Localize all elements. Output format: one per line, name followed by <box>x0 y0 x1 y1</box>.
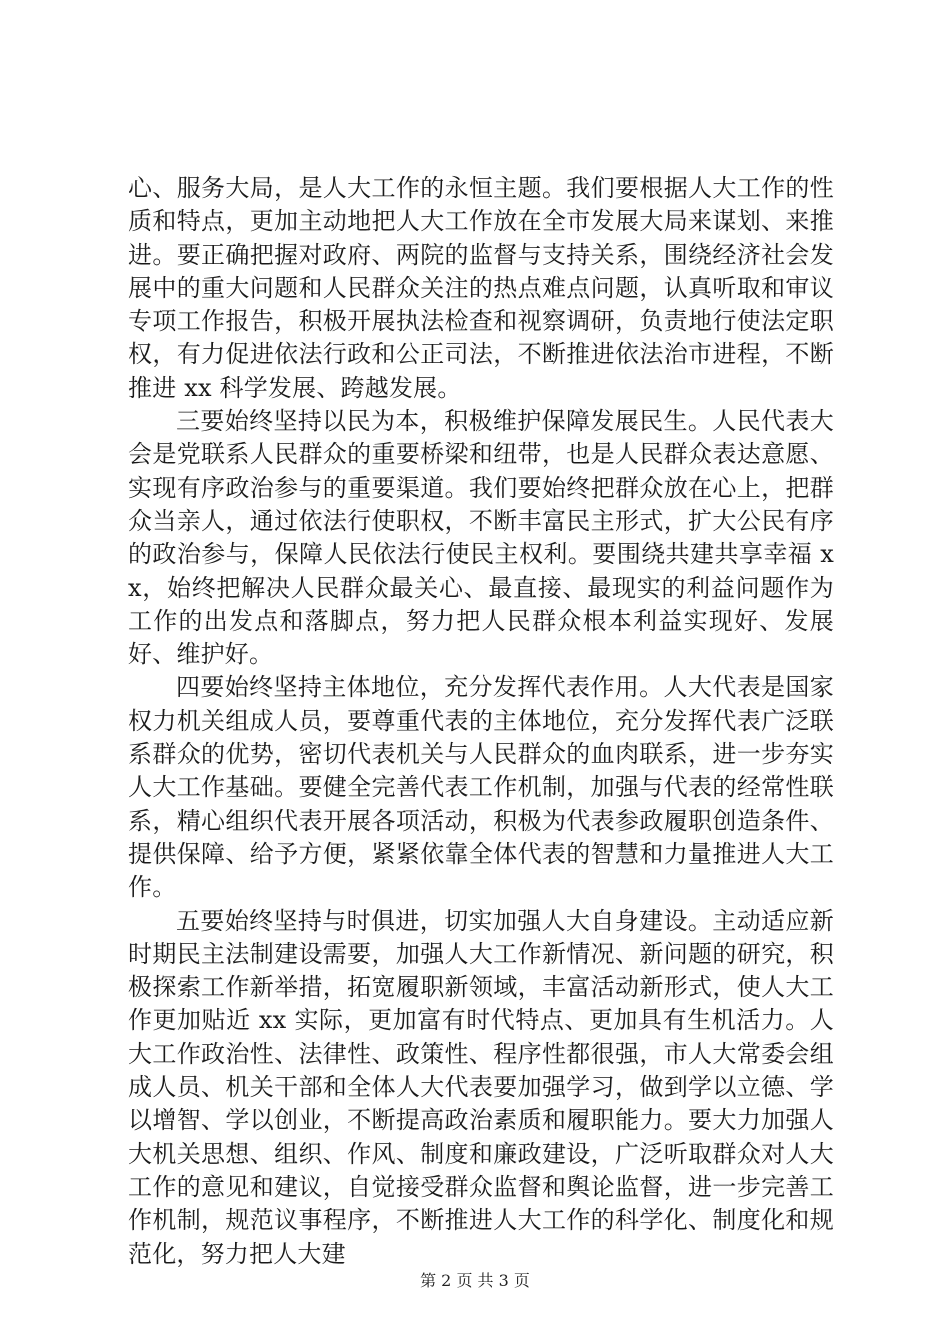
page-number-footer: 第 2 页 共 3 页 <box>420 1271 530 1290</box>
paragraph-five: 五要始终坚持与时俱进，切实加强人大自身建设。主动适应新时期民主法制建设需要，加强人大工作新情况、新问题的研究，积极探索工作新举措，拓宽履职新领域，丰富活动新形式，使人大工作更加贴近 xx 实际，更加富有时代特点、更加具有生机活力。人大工作政治性、法律性、政策性、程序性都很强，市人大常委会组成人员、机关干部和全体人大代表要加强学习，做到学以立德、学以增智、学以创业，不断提高政治素质和履职能力。要大力加强人大机关思想、组织、作风、制度和廉政建设，广泛听取群众对人大工作的意见和建议，自觉接受群众监督和舆论监督，进一步完善工作机制，规范议事程序，不断推进人大工作的科学化、制度化和规范化，努力把人大建 <box>128 906 834 1268</box>
document-body <box>128 172 834 1271</box>
paragraph-four: 四要始终坚持主体地位，充分发挥代表作用。人大代表是国家权力机关组成人员，要尊重代表的主体地位，充分发挥代表广泛联系群众的优势，密切代表机关与人民群众的血肉联系，进一步夯实人大工作基础。要健全完善代表工作机制，加强与代表的经常性联系，精心组织代表开展各项活动，积极为代表参政履职创造条件、提供保障、给予方便，紧紧依靠全体代表的智慧和力量推进人大工作。 <box>128 673 834 902</box>
paragraph-three: 三要始终坚持以民为本，积极维护保障发展民生。人民代表大会是党联系人民群众的重要桥梁和纽带，也是人民群众表达意愿、实现有序政治参与的重要渠道。我们要始终把群众放在心上，把群众当亲人，通过依法行使职权，不断丰富民主形式，扩大公民有序的政治参与，保障人民依法行使民主权利。要围绕共建共享幸福 xx，始终把解决人民群众最关心、最直接、最现实的利益问题作为工作的出发点和落脚点，努力把人民群众根本利益实现好、发展好、维护好。 <box>128 407 834 669</box>
paragraph-continuation: 心、服务大局，是人大工作的永恒主题。我们要根据人大工作的性质和特点，更加主动地把人大工作放在全市发展大局来谋划、来推进。要正确把握对政府、两院的监督与支持关系，围绕经济社会发展中的重大问题和人民群众关注的热点难点问题，认真听取和审议专项工作报告，积极开展执法检查和视察调研，负责地行使法定职权，有力促进依法行政和公正司法，不断推进依法治市进程，不断推进 xx 科学发展、跨越发展。 <box>128 174 834 402</box>
